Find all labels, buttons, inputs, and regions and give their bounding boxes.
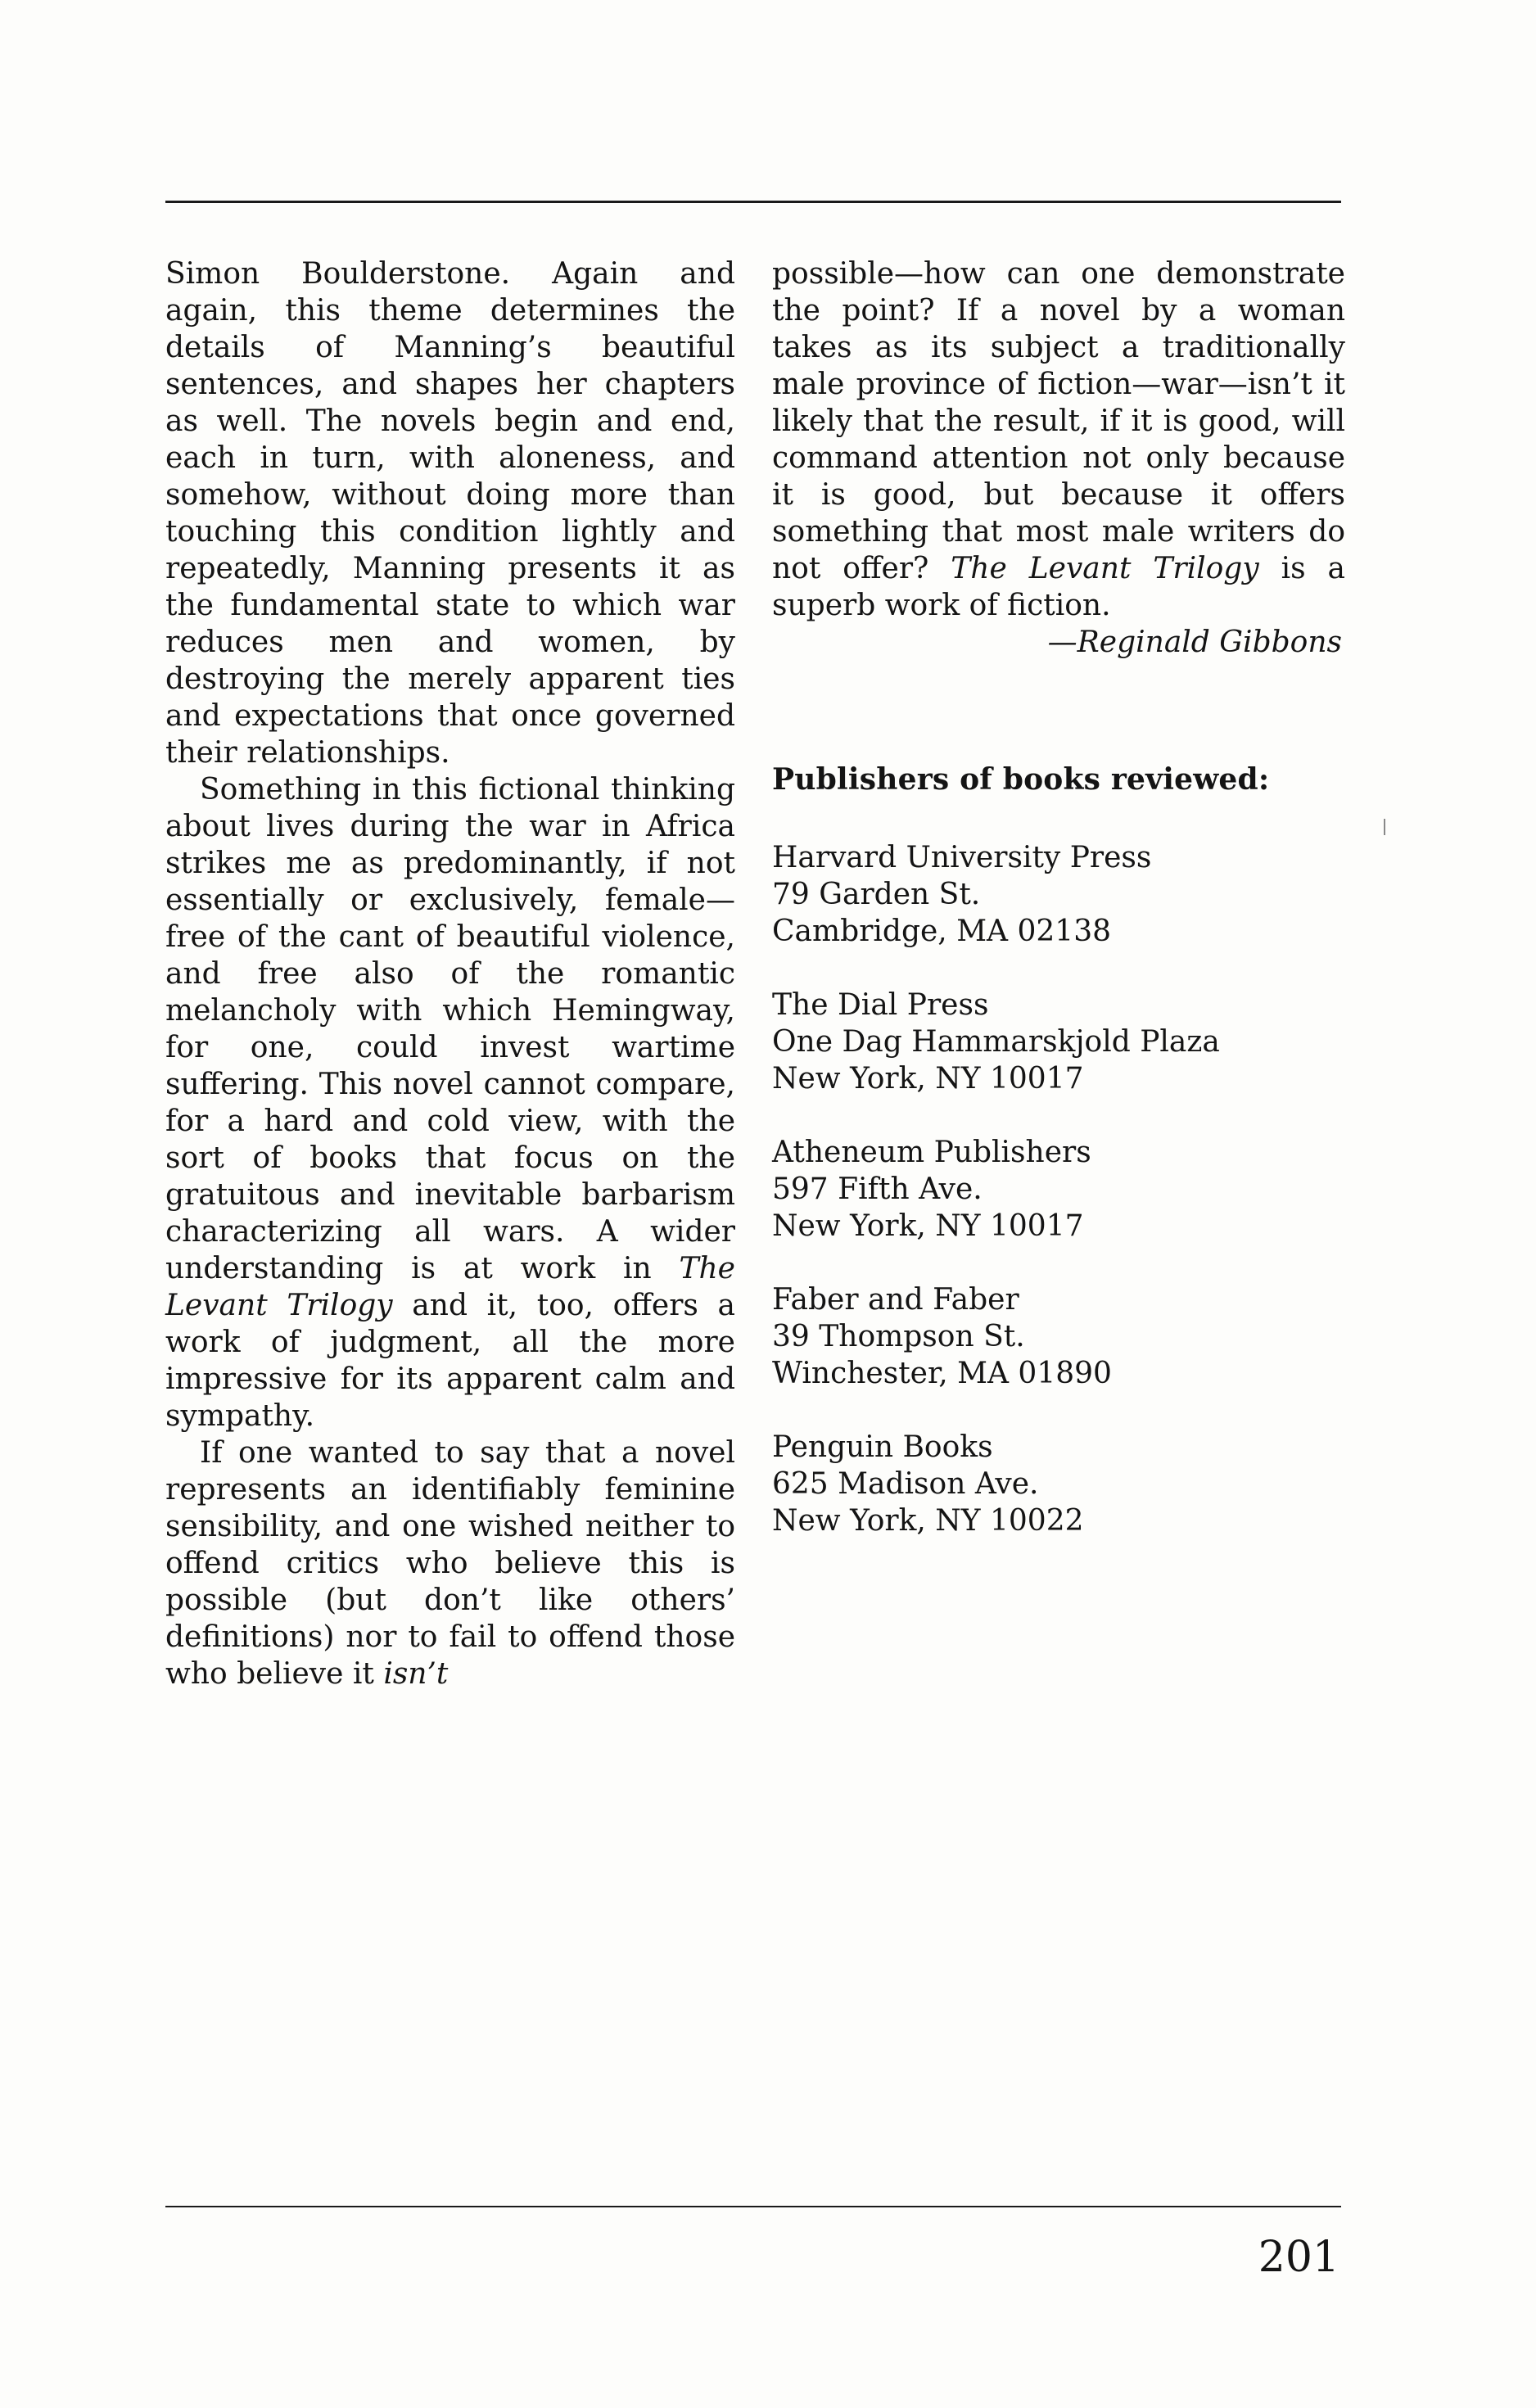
publisher-name: Harvard University Press xyxy=(772,841,1152,874)
publisher-name: Atheneum Publishers xyxy=(772,1136,1091,1169)
publisher-street: 79 Garden St. xyxy=(772,878,981,911)
publisher-street: One Dag Hammarskjold Plaza xyxy=(772,1025,1220,1059)
publisher-entry xyxy=(772,1281,1345,1392)
body-paragraph xyxy=(772,255,1345,624)
right-column xyxy=(772,255,1345,1576)
bottom-rule xyxy=(165,2206,1341,2207)
paragraph-text: and it, too, offers a work of judgment, all the more impressive for its apparent calm and sympathy. xyxy=(165,1289,736,1433)
body-paragraph xyxy=(165,1434,735,1692)
book-title: The Levant Trilogy xyxy=(951,552,1259,585)
publisher-entry xyxy=(772,987,1345,1097)
publisher-name: The Dial Press xyxy=(772,988,989,1022)
paragraph-text: Something in this fictional thinking about lives during the war in Africa strikes me as predominantly, if not essentially or exclusively, female—free of the cant of beautiful violence, and free also of the romantic melancholy with which Hemingway, for one, could invest wartime suffering. This novel cannot compare, for a hard and cold view, with the sort of books that focus on the gratuitous and inevitable barbarism characterizing all wars. A wider understanding is at work in xyxy=(165,773,735,1285)
publisher-city: New York, NY 10017 xyxy=(772,1062,1084,1096)
body-paragraph: Simon Boulderstone. Again and again, this theme determines the details of Manning’s beautiful sentences, and shapes her chapters as well. The novels begin and end, each in turn, with aloneness, and somehow, without doing more than touching this condition lightly and repeatedly, Manning presents it as the fundamental state to which war reduces men and women, by destroying the merely apparent ties and expectations that once governed their relationships. xyxy=(165,257,735,770)
publisher-street: 597 Fifth Ave. xyxy=(772,1172,983,1206)
publishers-heading: Publishers of books reviewed: xyxy=(772,762,1270,797)
publisher-city: New York, NY 10017 xyxy=(772,1209,1084,1243)
publisher-city: New York, NY 10022 xyxy=(772,1504,1084,1538)
paragraph-text: is a superb work of fiction. xyxy=(772,552,1346,622)
emphasis-text: isn’t xyxy=(383,1657,449,1691)
paragraph-text: If one wanted to say that a novel represents an identifiably feminine sensibility, and one wished neither to offend critics who believe this is possible (but don’t like others’ definitions) nor to fail to offend those who believe it xyxy=(165,1436,735,1691)
publisher-street: 39 Thompson St. xyxy=(772,1320,1025,1353)
publisher-name: Penguin Books xyxy=(772,1430,993,1464)
paragraph-text: possible—how can one demonstrate the point? If a novel by a woman takes as its subject a traditionally male province of fiction—war—isn’t it likely that the result, if it is good, will command attention not only because it is good, but because it offers something that most male writers do not offer? xyxy=(772,257,1345,585)
publisher-street: 625 Madison Ave. xyxy=(772,1467,1039,1501)
margin-mark xyxy=(1384,819,1385,835)
publisher-name: Faber and Faber xyxy=(772,1283,1019,1317)
publisher-entry xyxy=(772,1134,1345,1245)
body-paragraph xyxy=(165,771,735,1434)
publisher-city: Winchester, MA 01890 xyxy=(772,1357,1112,1390)
page-number: 201 xyxy=(1258,2233,1339,2282)
publisher-entry xyxy=(772,839,1345,950)
publisher-entry xyxy=(772,1429,1345,1539)
left-column xyxy=(165,255,735,1692)
author-signature: —Reginald Gibbons xyxy=(1047,626,1342,659)
publisher-city: Cambridge, MA 02138 xyxy=(772,915,1112,948)
top-rule xyxy=(165,201,1341,203)
book-title: The Levant Trilogy xyxy=(165,1252,735,1322)
